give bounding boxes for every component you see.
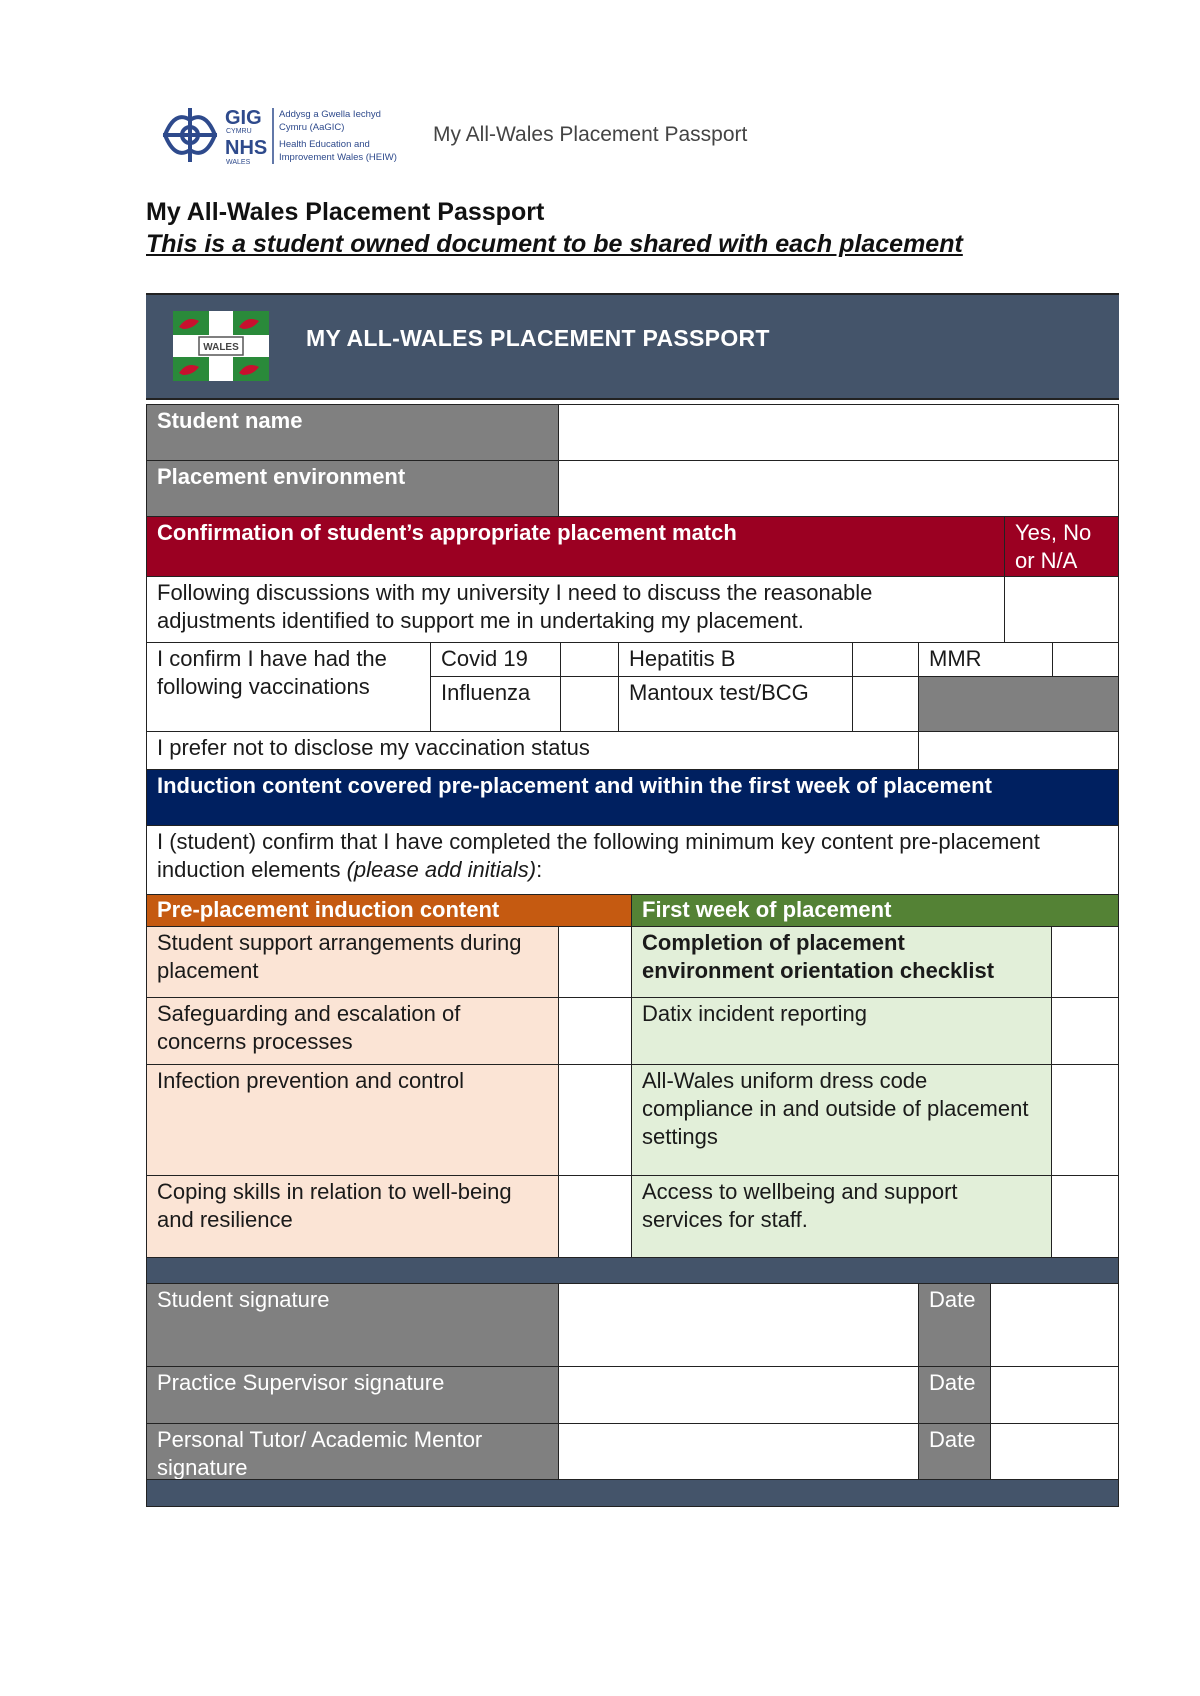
document-title: My All-Wales Placement Passport <box>146 198 545 226</box>
vaccine-mantoux-bcg-answer[interactable] <box>852 676 919 732</box>
vaccine-mantoux-bcg: Mantoux test/BCG <box>618 676 853 732</box>
student-signature-label: Student signature <box>146 1283 559 1367</box>
flag-text: WALES <box>203 342 239 353</box>
pre-item-coping: Coping skills in relation to well-being and resilience <box>146 1175 559 1258</box>
vaccine-covid-19-answer[interactable] <box>560 642 619 677</box>
week-item-uniform: All-Wales uniform dress code compliance in and outside of placement settings <box>631 1064 1052 1176</box>
vaccine-covid-19: Covid 19 <box>430 642 561 677</box>
heiw-logo <box>155 100 417 170</box>
week-item-wellbeing-initials[interactable] <box>1051 1175 1119 1258</box>
supervisor-date-label: Date <box>918 1366 991 1424</box>
placement-environment-field[interactable] <box>558 460 1119 517</box>
logo-line-4: Improvement Wales (HEIW) <box>279 152 397 163</box>
yes-no-na-header: Yes, No or N/A <box>1004 516 1119 577</box>
banner-title: MY ALL-WALES PLACEMENT PASSPORT <box>306 325 770 351</box>
induction-header: Induction content covered pre-placement and within the first week of placement <box>146 769 1119 826</box>
logo-wales: WALES <box>226 159 251 166</box>
header-title: My All-Wales Placement Passport <box>433 123 748 146</box>
pre-placement-header: Pre-placement induction content <box>146 894 632 927</box>
confirmation-header: Confirmation of student’s appropriate placement match <box>146 516 1005 577</box>
pre-item-infection: Infection prevention and control <box>146 1064 559 1176</box>
vaccine-influenza: Influenza <box>430 676 561 732</box>
section-divider <box>146 1257 1119 1284</box>
week-item-datix: Datix incident reporting <box>631 997 1052 1065</box>
table-footer-bar <box>146 1479 1119 1507</box>
week-item-orientation-initials[interactable] <box>1051 926 1119 998</box>
supervisor-date-field[interactable] <box>990 1366 1119 1424</box>
reasonable-adjustments-answer[interactable] <box>1004 576 1119 643</box>
tutor-signature-field[interactable] <box>558 1423 919 1480</box>
student-name-label: Student name <box>146 404 559 461</box>
student-date-label: Date <box>918 1283 991 1367</box>
wales-flag-icon <box>173 311 269 381</box>
induction-confirm-text: I (student) confirm that I have completed the following minimum key content pre-placement induction elements (please add initials): <box>146 825 1119 895</box>
week-item-wellbeing: Access to wellbeing and support services for staff. <box>631 1175 1052 1258</box>
week-item-orientation: Completion of placement environment orientation checklist <box>631 926 1052 998</box>
tutor-signature-label: Personal Tutor/ Academic Mentor signature <box>146 1423 559 1480</box>
supervisor-signature-field[interactable] <box>558 1366 919 1424</box>
pre-item-safeguarding: Safeguarding and escalation of concerns processes <box>146 997 559 1065</box>
vaccine-empty-shaded <box>918 676 1119 732</box>
pre-item-infection-initials[interactable] <box>558 1064 632 1176</box>
not-disclose-text: I prefer not to disclose my vaccination status <box>146 731 919 770</box>
not-disclose-answer[interactable] <box>918 731 1119 770</box>
pre-item-coping-initials[interactable] <box>558 1175 632 1258</box>
logo-gig: GIG <box>225 107 262 129</box>
vaccine-hepatitis-b-answer[interactable] <box>852 642 919 677</box>
first-week-header: First week of placement <box>631 894 1119 927</box>
pre-item-support: Student support arrangements during placement <box>146 926 559 998</box>
vaccinations-label: I confirm I have had the following vaccinations <box>146 642 431 732</box>
passport-banner <box>146 293 1119 400</box>
week-item-datix-initials[interactable] <box>1051 997 1119 1065</box>
vaccine-mmr-answer[interactable] <box>1052 642 1119 677</box>
logo-cymru: CYMRU <box>226 128 252 135</box>
document-subtitle: This is a student owned document to be shared with each placement <box>146 230 963 258</box>
pre-item-safeguarding-initials[interactable] <box>558 997 632 1065</box>
placement-environment-label: Placement environment <box>146 460 559 517</box>
logo-line-2: Cymru (AaGIC) <box>279 122 345 133</box>
vaccine-hepatitis-b: Hepatitis B <box>618 642 853 677</box>
logo-nhs: NHS <box>225 137 268 159</box>
logo-line-1: Addysg a Gwella Iechyd <box>279 109 381 120</box>
student-signature-field[interactable] <box>558 1283 919 1367</box>
student-name-field[interactable] <box>558 404 1119 461</box>
tutor-date-label: Date <box>918 1423 991 1480</box>
pre-item-support-initials[interactable] <box>558 926 632 998</box>
week-item-uniform-initials[interactable] <box>1051 1064 1119 1176</box>
logo-line-3: Health Education and <box>279 139 370 150</box>
vaccine-mmr: MMR <box>918 642 1053 677</box>
reasonable-adjustments-text: Following discussions with my university I need to discuss the reasonable adjustments identified to support me in undertaking my placement. <box>146 576 1005 643</box>
tutor-date-field[interactable] <box>990 1423 1119 1480</box>
vaccine-influenza-answer[interactable] <box>560 676 619 732</box>
student-date-field[interactable] <box>990 1283 1119 1367</box>
supervisor-signature-label: Practice Supervisor signature <box>146 1366 559 1424</box>
